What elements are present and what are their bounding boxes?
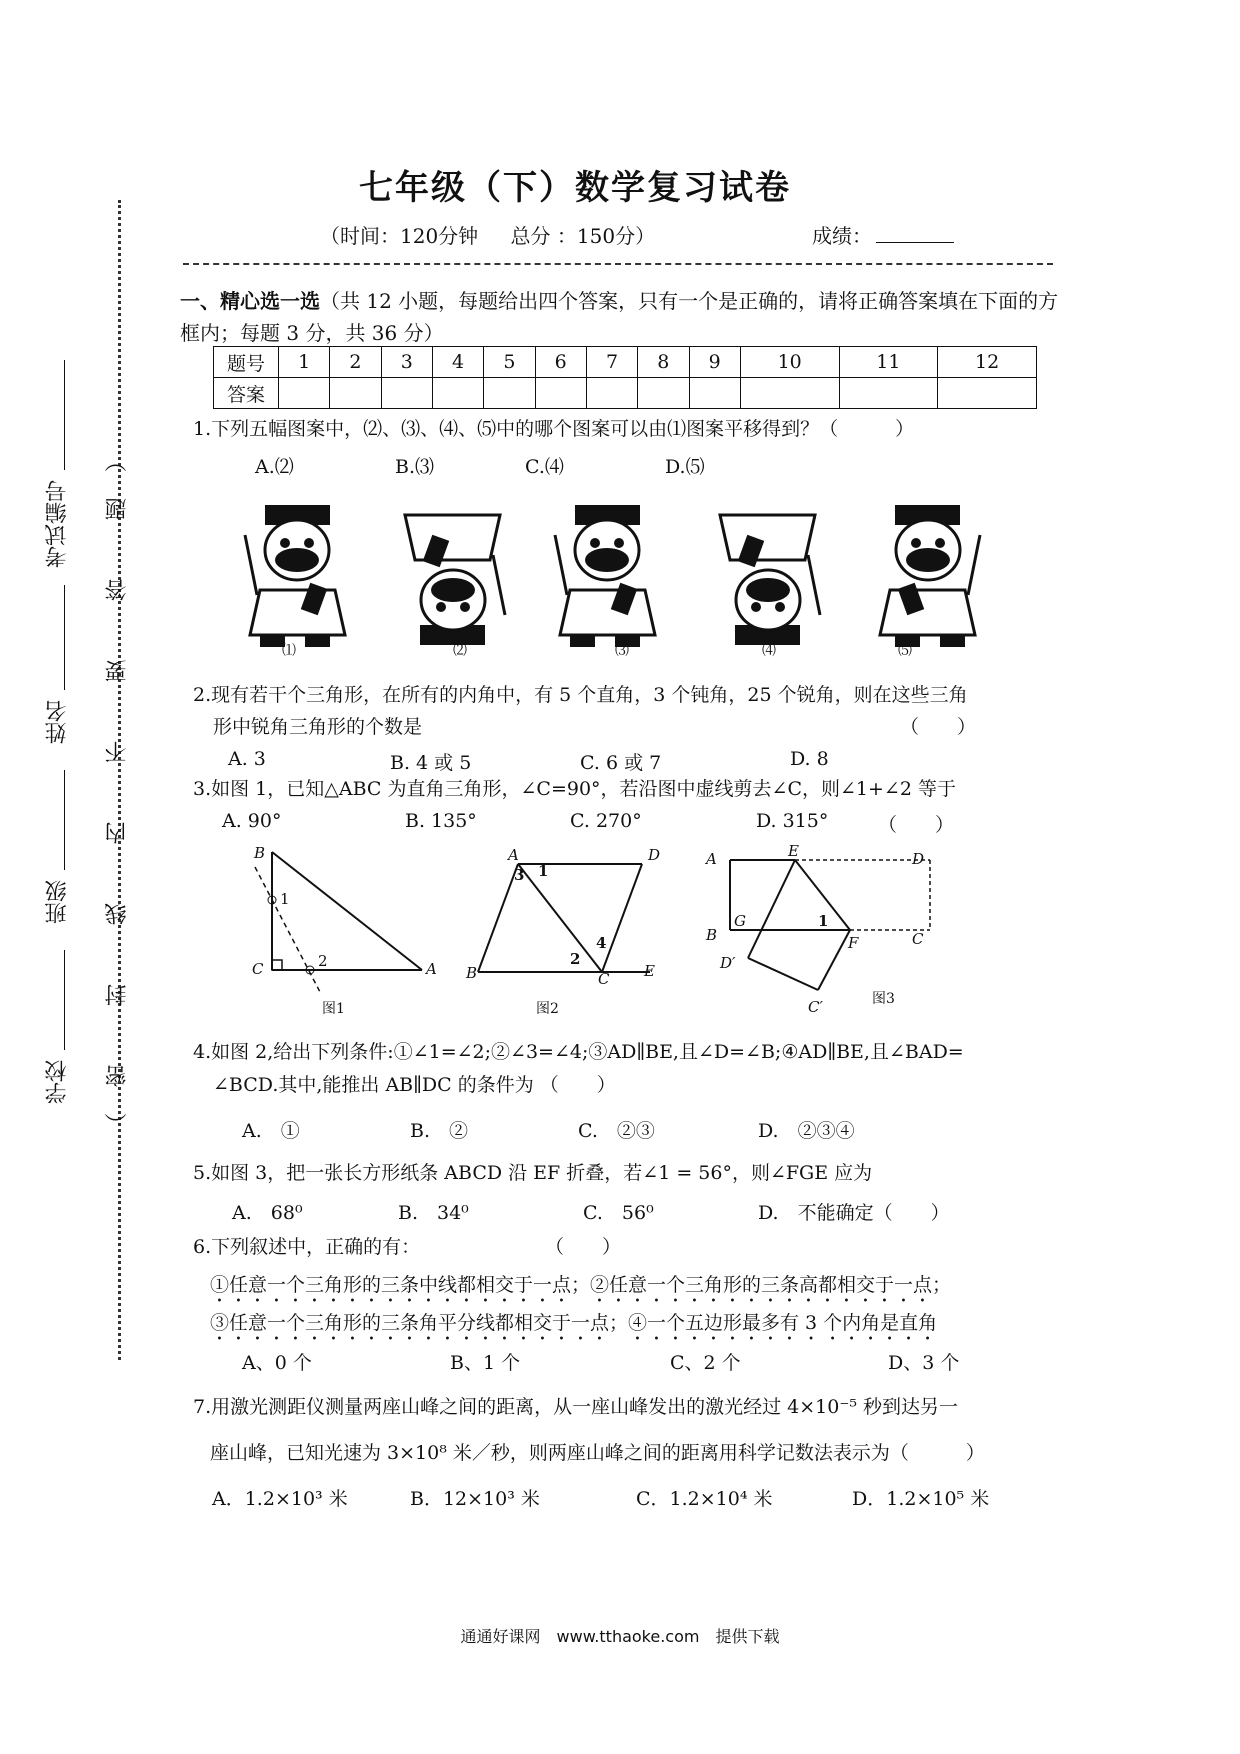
answer-cell[interactable] [638, 378, 689, 409]
option-b: B. 4 或 5 [390, 752, 472, 774]
q1-cartoon-figures [230, 485, 1000, 655]
answer-cell[interactable] [330, 378, 381, 409]
fig3-label-g: G [734, 912, 746, 930]
table-answer-label: 答案 [214, 378, 279, 409]
option-c: C. ②③ [578, 1120, 655, 1142]
table-cell-number: 12 [938, 347, 1037, 378]
score-label: 成绩： [812, 224, 872, 248]
side-class-line [64, 770, 65, 870]
table-header-label: 题号 [214, 347, 279, 378]
option-c: C.⑷ [525, 456, 564, 478]
caption-4: ⑷ [762, 643, 776, 659]
side-school-label: 学校 [45, 1060, 70, 1104]
option-a: A．1.2×10³ 米 [212, 1488, 348, 1510]
section-1-intro [180, 285, 1060, 349]
side-exam-number-line [64, 360, 65, 470]
question-6: 6.下列叙述中，正确的有： [193, 1236, 421, 1258]
cartoon-figure-5 [880, 505, 980, 647]
table-cell-number: 3 [381, 347, 432, 378]
option-b: B.⑶ [395, 456, 435, 478]
fig2-label-d: D [648, 846, 661, 864]
question-2-line1: 2.现有若干个三角形，在所有的内角中，有 5 个直角，3 个钝角，25 个锐角，则在这些三角 [193, 684, 968, 706]
answer-cell[interactable] [535, 378, 586, 409]
question-6-statement-2: ③任意一个三角形的三条角平分线都相交于一点；④一个五边形最多有 3 个内角是直角 [210, 1312, 938, 1334]
header-divider [183, 263, 1053, 265]
fig1-label-b: B [254, 844, 266, 862]
question-6-statement-1: ①任意一个三角形的三条中线都相交于一点；②任意一个三角形的三条高都相交于一点； [210, 1274, 952, 1296]
table-cell-number: 7 [586, 347, 637, 378]
fig2-label-a: A [508, 846, 519, 864]
fig1-label-c: C [252, 960, 264, 978]
answer-cell[interactable] [432, 378, 483, 409]
answer-table [213, 346, 1037, 409]
table-cell-number: 6 [535, 347, 586, 378]
fig2-label-2: 2 [570, 950, 581, 968]
option-a: A. 90° [222, 810, 282, 832]
question-3-bracket: （ ） [878, 814, 955, 836]
exam-meta [320, 220, 681, 249]
fig2-label-c: C [598, 970, 610, 988]
fig3-label-a: A [706, 850, 717, 868]
page-title: 七年级（下）数学复习试卷 [359, 168, 791, 208]
caption-3: ⑶ [615, 643, 629, 659]
figure-3-folded-strip [700, 840, 940, 1020]
question-4-line2: ∠BCD.其中,能推出 AB∥DC 的条件为 （ ） [213, 1074, 616, 1096]
option-a: A. 3 [228, 748, 266, 770]
option-d: D．1.2×10⁵ 米 [852, 1488, 990, 1510]
fig3-label-b: B [706, 926, 718, 944]
question-2-line2: 形中锐角三角形的个数是 [213, 716, 423, 738]
table-cell-number: 1 [279, 347, 330, 378]
exam-time: （时间：120分钟 [320, 224, 479, 248]
option-b: B．12×10³ 米 [410, 1488, 540, 1510]
fig2-caption: 图2 [536, 1001, 559, 1017]
fig3-label-d-prime: D′ [720, 954, 736, 972]
caption-2: ⑵ [453, 643, 467, 659]
side-school-line [64, 950, 65, 1050]
answer-cell[interactable] [839, 378, 938, 409]
score-field [812, 220, 954, 249]
option-d: D. 315° [756, 810, 829, 832]
option-d: D.⑸ [665, 456, 705, 478]
side-name-line [64, 585, 65, 690]
option-a: A. 68⁰ [232, 1202, 303, 1224]
section-1-heading: 一、精心选一选 [180, 289, 320, 313]
side-class-label: 班级 [45, 880, 70, 924]
fig3-label-f: F [848, 934, 859, 952]
option-c: C. 270° [570, 810, 642, 832]
option-a: A、0 个 [242, 1352, 312, 1374]
side-name-label: 姓名 [45, 700, 70, 744]
option-c: C．1.2×10⁴ 米 [636, 1488, 773, 1510]
option-c: C、2 个 [670, 1352, 741, 1374]
table-cell-number: 11 [839, 347, 938, 378]
side-exam-number-label: 考试编号 [45, 480, 70, 568]
question-6-bracket: （ ） [545, 1236, 622, 1258]
table-cell-number: 9 [689, 347, 740, 378]
page-footer: 通通好课网 www.tthaoke.com 提供下载 [460, 1627, 780, 1646]
table-cell-number: 4 [432, 347, 483, 378]
fig1-label-1: 1 [280, 890, 290, 908]
cartoon-figure-1 [245, 505, 345, 647]
question-5: 5.如图 3，把一张长方形纸条 ABCD 沿 EF 折叠，若∠1 = 56°，则∠FGE 应为 [193, 1162, 873, 1184]
cartoon-figure-2 [405, 515, 505, 645]
caption-5: ⑸ [898, 643, 912, 659]
question-1: 1.下列五幅图案中，⑵、⑶、⑷、⑸中的哪个图案可以由⑴图案平移得到？（ ） [193, 418, 915, 440]
fig3-label-e: E [788, 842, 799, 860]
answer-cell[interactable] [279, 378, 330, 409]
answer-cell[interactable] [938, 378, 1037, 409]
fig2-label-3: 3 [514, 866, 525, 884]
option-a: A. ① [242, 1120, 300, 1142]
fig3-label-d: D [912, 850, 925, 868]
fig3-label-c-prime: C′ [808, 998, 823, 1016]
option-d: D. 不能确定（ ） [758, 1202, 950, 1224]
cartoon-figure-3 [555, 505, 655, 647]
fig1-label-a: A [426, 960, 437, 978]
answer-table-number-row [214, 347, 1037, 378]
question-2-bracket: （ ） [900, 716, 977, 738]
fig3-caption: 图3 [872, 991, 895, 1007]
fig2-label-b: B [466, 964, 478, 982]
fig3-label-1: 1 [818, 912, 829, 930]
option-b: B. 34⁰ [398, 1202, 469, 1224]
section-1-desc: （共 12 小题，每题给出四个答案，只有一个是正确的，请将正确答案填在下面的方框内；每题 3 分，共 36 分） [180, 289, 1059, 345]
table-cell-number: 2 [330, 347, 381, 378]
option-d: D、3 个 [888, 1352, 960, 1374]
answer-cell[interactable] [484, 378, 535, 409]
option-c: C. 56⁰ [583, 1202, 654, 1224]
option-b: B、1 个 [450, 1352, 521, 1374]
answer-table-answer-row [214, 378, 1037, 409]
answer-cell[interactable] [586, 378, 637, 409]
figure-2-parallelogram [470, 850, 660, 980]
option-d: D. 8 [790, 748, 829, 770]
fig1-label-2: 2 [318, 952, 328, 970]
side-seal-text: （密 封 线 内 不 要 答 题） [105, 424, 130, 1136]
answer-cell[interactable] [689, 378, 740, 409]
exam-total: 总分 ：150分） [510, 224, 656, 248]
fig2-label-4: 4 [596, 934, 607, 952]
cartoon-figure-4 [720, 515, 820, 645]
question-3: 3.如图 1，已知△ABC 为直角三角形，∠C=90°，若沿图中虚线剪去∠C，则∠1+∠2 等于 [193, 778, 956, 800]
table-cell-number: 10 [740, 347, 839, 378]
fig1-caption: 图1 [322, 1001, 345, 1017]
score-blank[interactable] [876, 242, 954, 243]
question-7-line1: 7.用激光测距仪测量两座山峰之间的距离，从一座山峰发出的激光经过 4×10⁻⁵ 秒到达另一 [193, 1396, 959, 1418]
fig2-label-e: E [644, 962, 655, 980]
option-b: B. ② [410, 1120, 469, 1142]
option-d: D. ②③④ [758, 1120, 855, 1142]
answer-cell[interactable] [740, 378, 839, 409]
fig3-label-c: C [912, 930, 924, 948]
caption-1: ⑴ [282, 643, 296, 659]
table-cell-number: 5 [484, 347, 535, 378]
fig2-label-1: 1 [538, 862, 549, 880]
question-4-line1: 4.如图 2,给出下列条件:①∠1=∠2;②∠3=∠4;③AD∥BE,且∠D=∠B;④AD∥BE,且∠BAD= [193, 1041, 964, 1063]
answer-cell[interactable] [381, 378, 432, 409]
option-a: A.⑵ [255, 456, 294, 478]
option-b: B. 135° [405, 810, 477, 832]
option-c: C. 6 或 7 [580, 752, 662, 774]
table-cell-number: 8 [638, 347, 689, 378]
question-7-line2: 座山峰，已知光速为 3×10⁸ 米／秒，则两座山峰之间的距离用科学记数法表示为（ ） [210, 1442, 985, 1464]
figure-1-triangle [240, 842, 440, 1002]
